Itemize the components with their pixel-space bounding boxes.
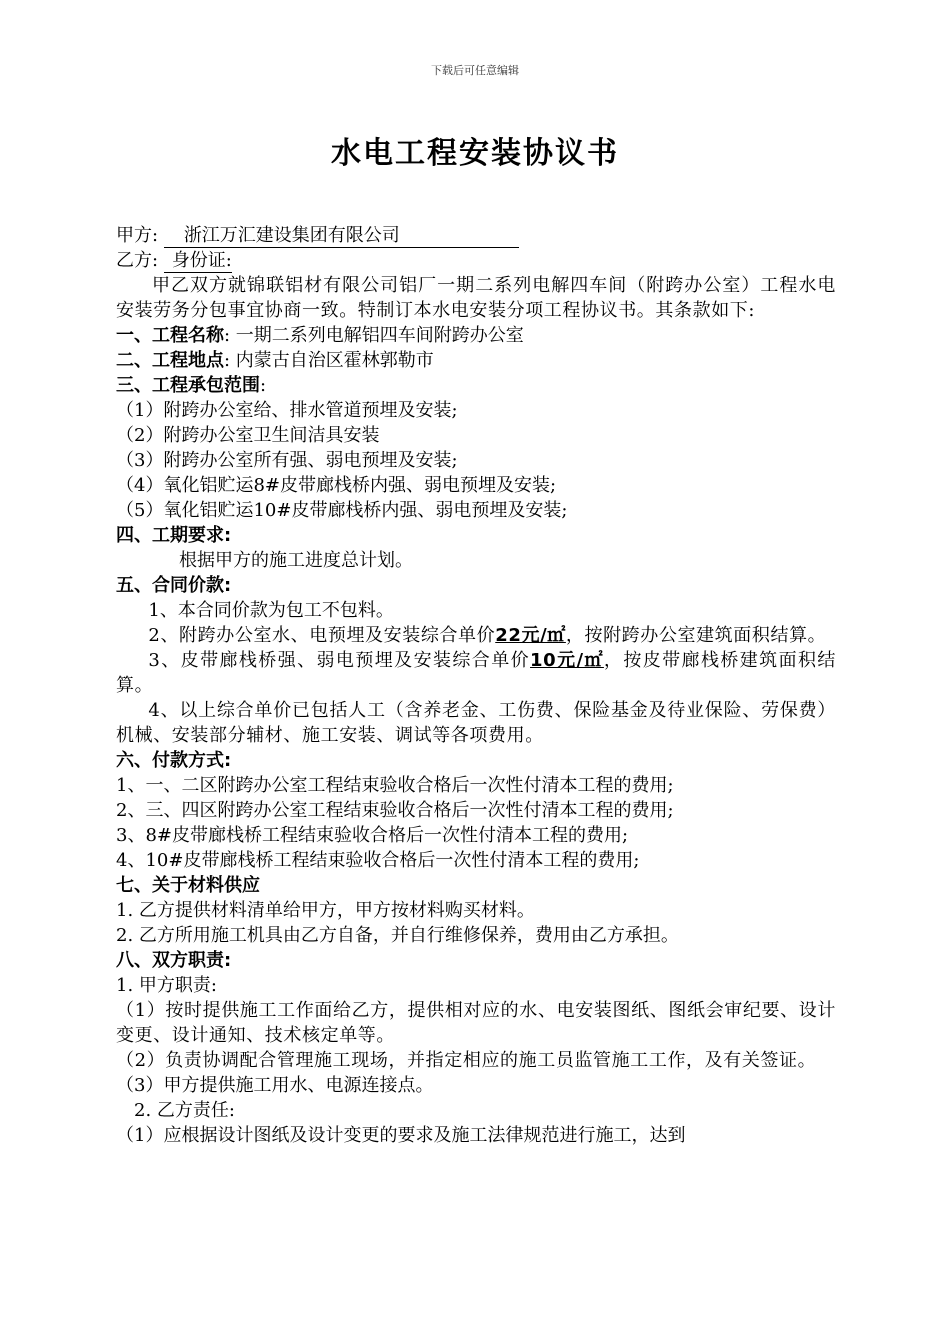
section-8-heading: 八、双方职责: [116,950,232,971]
price-item-4: 4、以上综合单价已包括人工（含养老金、工伤费、保险基金及待业保险、劳保费）机械、安装部分辅材、施工安装、调试等各项费用。 [116,700,836,746]
party-a-label: 甲方: [116,225,159,246]
header-note: 下载后可任意编辑 [431,64,519,77]
price-item-2-pre: 2、附跨办公室水、电预埋及安装综合单价 [148,625,496,646]
price-item-2-post: ，按附跨办公室建筑面积结算。 [565,625,827,646]
party-a-duty: （2）负责协调配合管理施工现场，并指定相应的施工员监管施工工作，及有关签证。 [116,1050,817,1071]
material-item: 2. 乙方所用施工机具由乙方自备，并自行维修保养，费用由乙方承担。 [116,925,679,946]
party-a-duties-title: 1. 甲方职责: [116,975,217,996]
section-3 [116,373,836,398]
section-4-heading: 四、工期要求: [116,525,232,546]
price-item-3-post: ，按皮带廊栈桥建筑面积结算。 [116,650,837,696]
payment-item: 2、三、四区附跨办公室工程结束验收合格后一次性付清本工程的费用; [116,800,674,821]
section-2-text: : 内蒙古自治区霍林郭勒市 [224,350,434,371]
party-a-duty: （3）甲方提供施工用水、电源连接点。 [116,1075,434,1096]
price-item-1: 1、本合同价款为包工不包料。 [148,600,394,621]
section-5-heading: 五、合同价款: [116,575,232,596]
party-b-duties-title: 2. 乙方责任: [134,1100,235,1121]
section-4-text: 根据甲方的施工进度总计划。 [179,550,413,571]
payment-item: 4、10#皮带廊栈桥工程结束验收合格后一次性付清本工程的费用; [116,850,640,871]
party-b-field [164,250,232,273]
scope-item: （2）附跨办公室卫生间洁具安装 [116,425,380,446]
party-a-duty: （1）按时提供施工工作面给乙方，提供相对应的水、电安装图纸、图纸会审纪要、设计变更、设计通知、技术核定单等。 [116,1000,836,1046]
section-1-text: : 一期二系列电解铝四车间附跨办公室 [224,325,524,346]
price-item-2 [116,623,836,648]
price-item-3-pre: 3、皮带廊栈桥强、弱电预埋及安装综合单价 [148,650,531,671]
scope-item: （3）附跨办公室所有强、弱电预埋及安装; [116,450,458,471]
party-b-value: 身份证: [171,250,232,271]
party-a-value: 浙江万汇建设集团有限公司 [183,225,400,246]
section-2 [116,348,836,373]
party-b-label: 乙方: [116,250,159,271]
section-1-heading: 一、工程名称 [116,325,224,346]
section-6-heading: 六、付款方式: [116,750,232,771]
party-a-field [164,225,519,248]
price-item-3 [116,648,836,698]
section-7-heading: 七、关于材料供应 [116,875,260,896]
scope-item: （1）附跨办公室给、排水管道预埋及安装; [116,400,458,421]
price-item-2-price: 22元/㎡ [495,625,566,646]
section-3-colon: : [260,375,267,396]
material-item: 1. 乙方提供材料清单给甲方，甲方按材料购买材料。 [116,900,535,921]
price-item-3-price: 10元/㎡ [530,650,604,671]
party-b-duty: （1）应根据设计图纸及设计变更的要求及施工法律规范进行施工，达到 [116,1125,686,1146]
scope-item: （5）氧化铝贮运10#皮带廊栈桥内强、弱电预埋及安装; [116,500,568,521]
scope-item: （4）氧化铝贮运8#皮带廊栈桥内强、弱电预埋及安装; [116,475,557,496]
section-1 [116,323,836,348]
payment-item: 3、8#皮带廊栈桥工程结束验收合格后一次性付清本工程的费用; [116,825,629,846]
section-2-heading: 二、工程地点 [116,350,224,371]
payment-item: 1、一、二区附跨办公室工程结束验收合格后一次性付清本工程的费用; [116,775,674,796]
party-b-line [116,248,836,273]
document-body [116,223,836,1148]
intro-paragraph: 甲乙双方就锦联铝材有限公司铝厂一期二系列电解四车间（附跨办公室）工程水电安装劳务分包事宜协商一致。特制订本水电安装分项工程协议书。其条款如下: [116,275,836,321]
document-title: 水电工程安装协议书 [331,136,619,171]
party-a-line [116,223,836,248]
section-3-heading: 三、工程承包范围 [116,375,260,396]
